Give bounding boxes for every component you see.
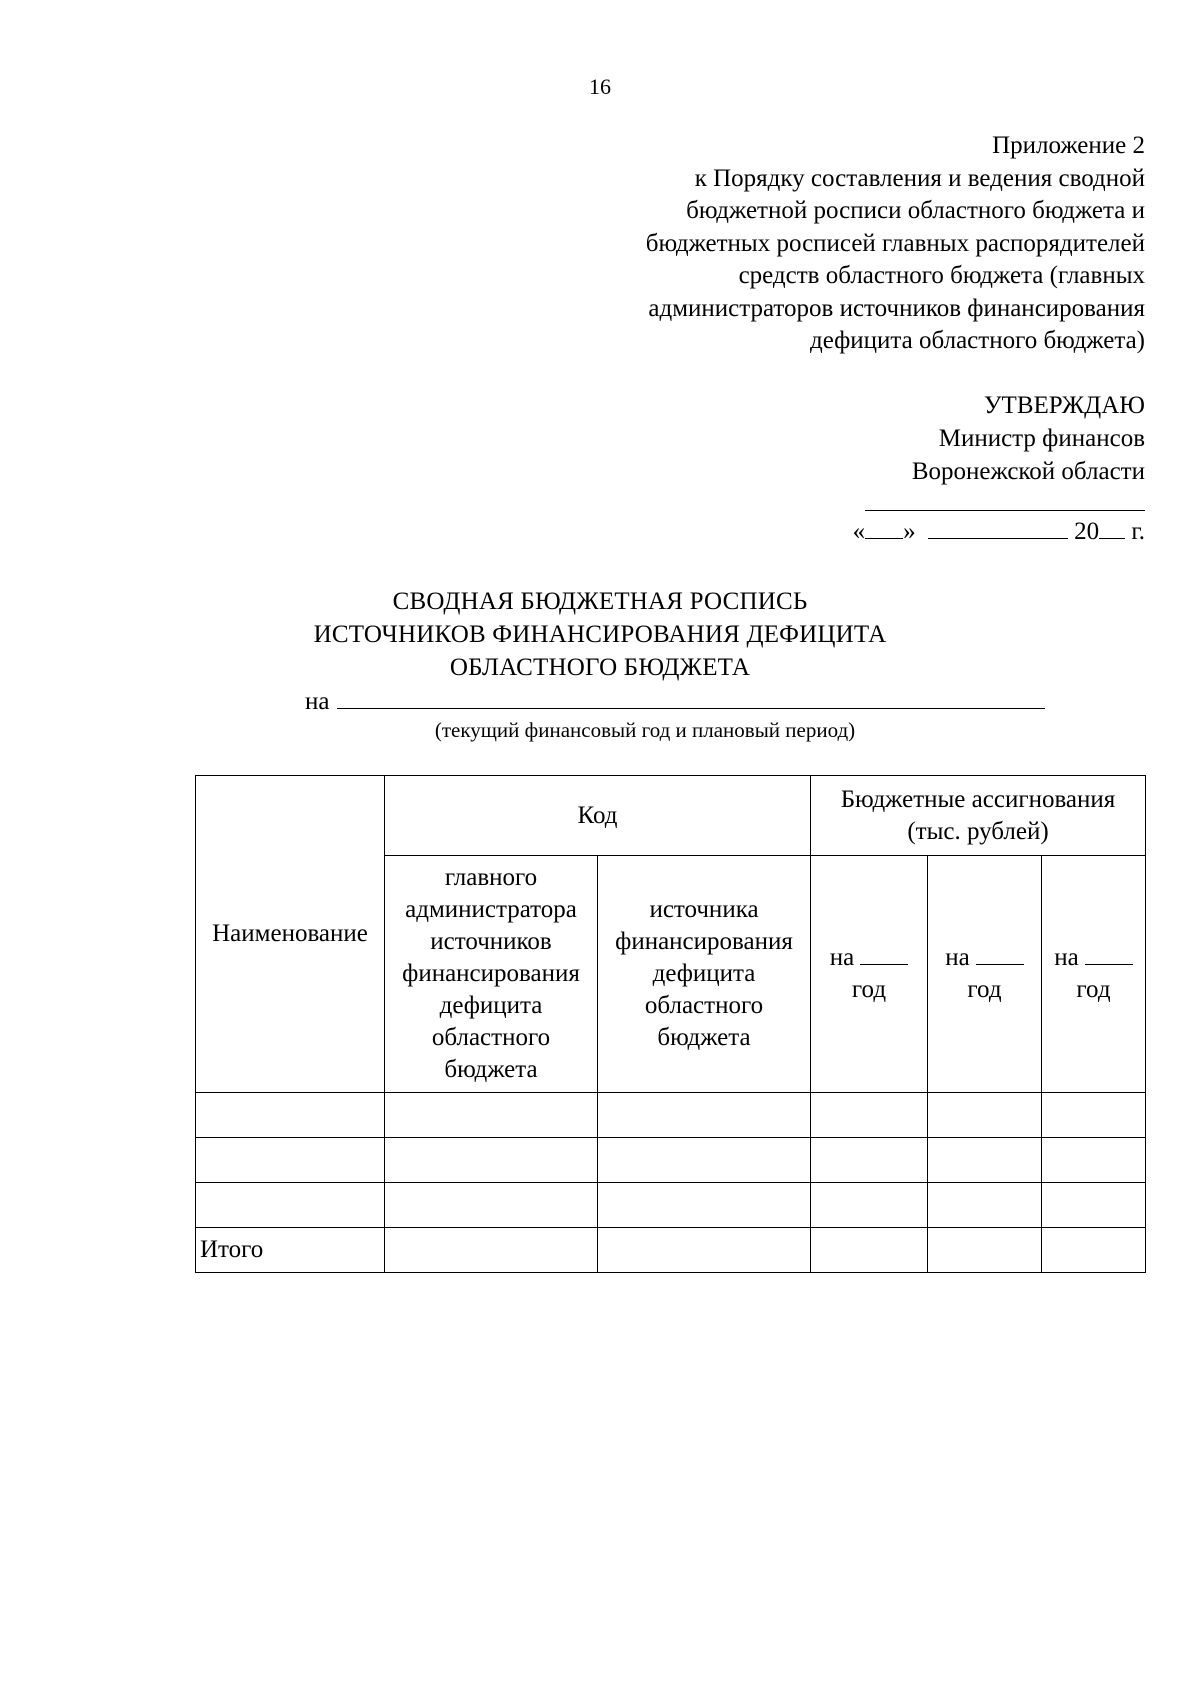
header-allocations — [811, 776, 1146, 856]
total-label: Итого — [196, 1228, 385, 1273]
appendix-line: бюджетной росписи областного бюджета и — [686, 197, 1145, 224]
appendix-block — [525, 130, 1145, 358]
table-cell[interactable] — [928, 1093, 1042, 1138]
subheader-admin-line: бюджета — [444, 1056, 538, 1083]
subheader-source — [598, 856, 811, 1093]
subheader-year-1 — [811, 856, 928, 1093]
period-blank[interactable] — [337, 686, 1045, 709]
table-cell[interactable] — [811, 1093, 928, 1138]
appendix-line: к Порядку составления и ведения сводной — [694, 164, 1145, 192]
date-year-suffix: г. — [1131, 518, 1145, 545]
table-cell[interactable] — [1042, 1183, 1146, 1228]
approval-block — [745, 389, 1145, 548]
approval-position-line1: Министр финансов — [938, 425, 1145, 452]
table-cell[interactable] — [811, 1183, 928, 1228]
day-blank[interactable] — [865, 516, 903, 539]
page-number: 16 — [589, 74, 611, 99]
year-blank[interactable] — [1099, 516, 1125, 539]
table-cell[interactable] — [811, 1138, 928, 1183]
header-allocations-line2: (тыс. рублей) — [907, 817, 1049, 845]
subheader-year-2 — [928, 856, 1042, 1093]
header-name: Наименование — [196, 776, 385, 1093]
year-blank[interactable] — [860, 942, 908, 965]
table-cell[interactable] — [1042, 1093, 1146, 1138]
date-close-quote: » — [903, 518, 916, 545]
table-cell[interactable] — [196, 1093, 385, 1138]
year-suffix: год — [1076, 976, 1111, 1003]
subheader-admin-line: финансирования — [402, 960, 580, 987]
table-cell[interactable] — [385, 1138, 598, 1183]
table-cell[interactable] — [598, 1138, 811, 1183]
subheader-year-3 — [1042, 856, 1146, 1093]
period-line — [305, 686, 1045, 716]
table-row — [196, 1093, 1146, 1138]
subheader-source-line: источника — [649, 896, 759, 923]
date-year-prefix: 20 — [1074, 518, 1100, 545]
table-header-row — [196, 776, 1146, 856]
signature-line[interactable] — [865, 488, 1145, 511]
subheader-admin-line: источников — [430, 928, 552, 955]
table-cell[interactable] — [196, 1138, 385, 1183]
table-row — [196, 1138, 1146, 1183]
table-cell[interactable] — [196, 1183, 385, 1228]
date-open-quote: « — [852, 518, 866, 545]
year-blank[interactable] — [976, 942, 1024, 965]
table-cell[interactable] — [598, 1093, 811, 1138]
title-line2: ИСТОЧНИКОВ ФИНАНСИРОВАНИЯ ДЕФИЦИТА — [313, 621, 887, 648]
subheader-admin-line: областного — [431, 1024, 551, 1051]
approval-position-line2: Воронежской области — [911, 458, 1145, 485]
year-prefix: на — [1054, 944, 1079, 971]
header-code: Код — [385, 776, 811, 856]
budget-table — [195, 775, 1146, 1273]
subheader-admin — [385, 856, 598, 1093]
table-cell[interactable] — [1042, 1138, 1146, 1183]
table-cell[interactable] — [928, 1183, 1042, 1228]
year-suffix: год — [851, 976, 887, 1003]
approval-heading: УТВЕРЖДАЮ — [983, 392, 1145, 419]
appendix-line: средств областного бюджета (главных — [738, 262, 1145, 289]
subheader-source-line: областного — [644, 992, 764, 1019]
year-suffix: год — [967, 976, 1002, 1003]
title-line3: ОБЛАСТНОГО БЮДЖЕТА — [449, 654, 751, 681]
header-allocations-line1: Бюджетные ассигнования — [840, 785, 1116, 813]
table-cell[interactable] — [1042, 1228, 1146, 1273]
table-cell[interactable] — [385, 1093, 598, 1138]
subheader-admin-line: администратора — [405, 896, 577, 923]
table-cell[interactable] — [928, 1228, 1042, 1273]
table-cell[interactable] — [598, 1183, 811, 1228]
title-line1: СВОДНАЯ БЮДЖЕТНАЯ РОСПИСЬ — [392, 588, 808, 615]
table-cell[interactable] — [598, 1228, 811, 1273]
appendix-line: Приложение 2 — [992, 132, 1145, 159]
table-cell[interactable] — [385, 1228, 598, 1273]
document-title — [0, 585, 1200, 684]
approval-date-line — [745, 515, 1145, 548]
subheader-admin-line: главного — [444, 864, 538, 891]
subheader-source-line: бюджета — [657, 1024, 751, 1051]
period-hint: (текущий финансовый год и плановый период) — [434, 718, 856, 742]
appendix-line: бюджетных росписей главных распорядителей — [645, 229, 1145, 257]
appendix-line: дефицита областного бюджета) — [809, 327, 1145, 354]
period-prefix: на — [305, 688, 330, 715]
table-cell[interactable] — [928, 1138, 1042, 1183]
appendix-line: администраторов источников финансирования — [648, 294, 1145, 322]
year-blank[interactable] — [1085, 942, 1133, 965]
year-prefix: на — [829, 944, 855, 971]
table-row — [196, 1183, 1146, 1228]
table-cell[interactable] — [385, 1183, 598, 1228]
subheader-source-line: финансирования — [615, 928, 793, 955]
month-blank[interactable] — [928, 516, 1068, 539]
year-prefix: на — [945, 944, 970, 971]
subheader-admin-line: дефицита — [439, 992, 543, 1019]
total-row — [196, 1228, 1146, 1273]
subheader-source-line: дефицита — [652, 960, 756, 987]
table-cell[interactable] — [811, 1228, 928, 1273]
